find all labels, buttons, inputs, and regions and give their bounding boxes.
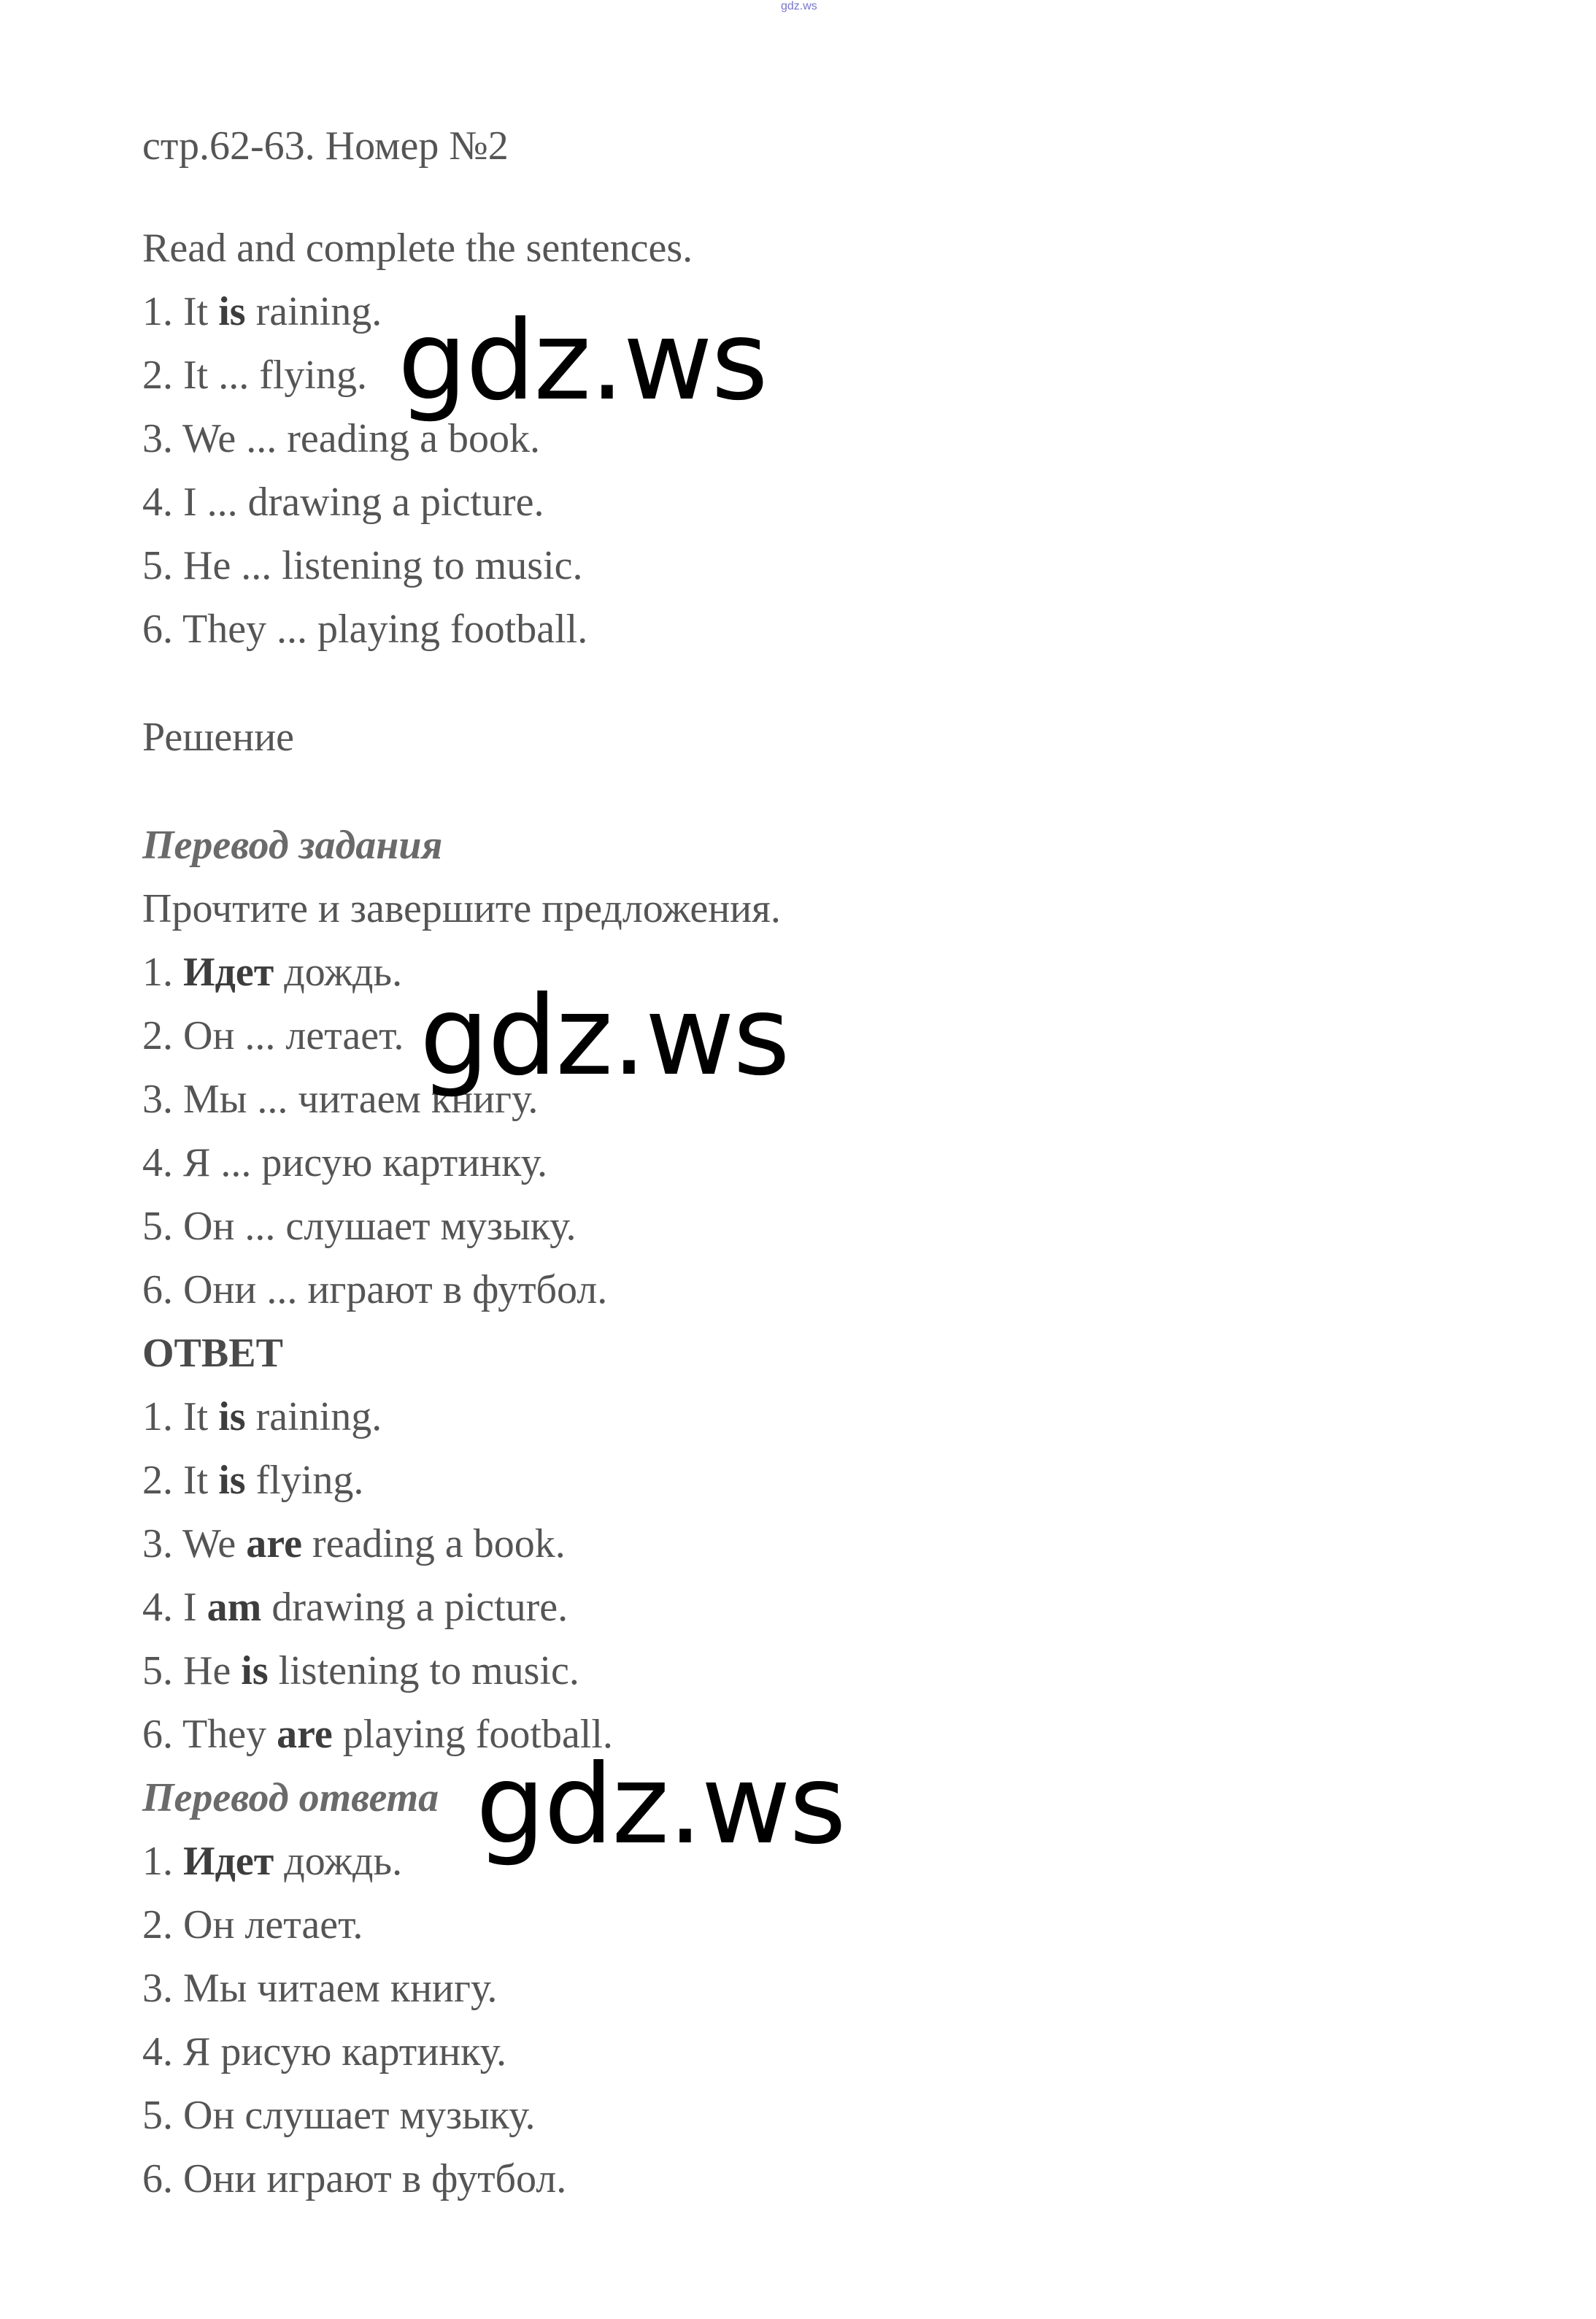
task-item: 1. It is raining. xyxy=(142,289,382,334)
answer-translation-item: 4. Я рисую картинку. xyxy=(142,2029,506,2074)
answer-translation-heading: Перевод ответа xyxy=(142,1775,439,1820)
translation-item: 3. Мы ... читаем книгу. xyxy=(142,1077,539,1122)
task-item: 5. He ... listening to music. xyxy=(142,543,583,588)
answer-translation-item: 2. Он летает. xyxy=(142,1902,363,1947)
translation-item: 2. Он ... летает. xyxy=(142,1013,404,1058)
task-item: 6. They ... playing football. xyxy=(142,607,588,652)
translation-heading: Перевод задания xyxy=(142,823,443,868)
answer-translation-item: 1. Идет дождь. xyxy=(142,1839,403,1884)
answer-translation-item: 3. Мы читаем книгу. xyxy=(142,1966,498,2011)
watermark: gdz.ws xyxy=(398,298,767,425)
watermark: gdz.ws xyxy=(476,1742,845,1869)
page-header: стр.62-63. Номер №2 xyxy=(142,123,509,169)
top-watermark: gdz.ws xyxy=(781,0,817,12)
translation-item: 5. Он ... слушает музыку. xyxy=(142,1204,577,1249)
task-item: 2. It ... flying. xyxy=(142,353,367,398)
answer-heading: ОТВЕТ xyxy=(142,1331,283,1376)
answer-translation-item: 6. Они играют в футбол. xyxy=(142,2156,567,2201)
translation-item: 6. Они ... играют в футбол. xyxy=(142,1267,608,1312)
answer-item: 5. He is listening to music. xyxy=(142,1648,579,1693)
watermark: gdz.ws xyxy=(420,973,789,1100)
solution-label: Решение xyxy=(142,715,295,760)
answer-item: 2. It is flying. xyxy=(142,1458,364,1503)
answer-translation-item: 5. Он слушает музыку. xyxy=(142,2093,536,2138)
translation-instruction: Прочтите и завершите предложения. xyxy=(142,886,781,931)
task-item: 3. We ... reading a book. xyxy=(142,416,540,461)
answer-item: 6. They are playing football. xyxy=(142,1712,613,1757)
translation-item: 1. Идет дождь. xyxy=(142,950,403,995)
answer-item: 3. We are reading a book. xyxy=(142,1521,566,1566)
answer-item: 4. I am drawing a picture. xyxy=(142,1585,568,1630)
task-item: 4. I ... drawing a picture. xyxy=(142,480,544,525)
answer-item: 1. It is raining. xyxy=(142,1394,382,1439)
task-instruction: Read and complete the sentences. xyxy=(142,226,693,271)
translation-item: 4. Я ... рисую картинку. xyxy=(142,1140,547,1185)
